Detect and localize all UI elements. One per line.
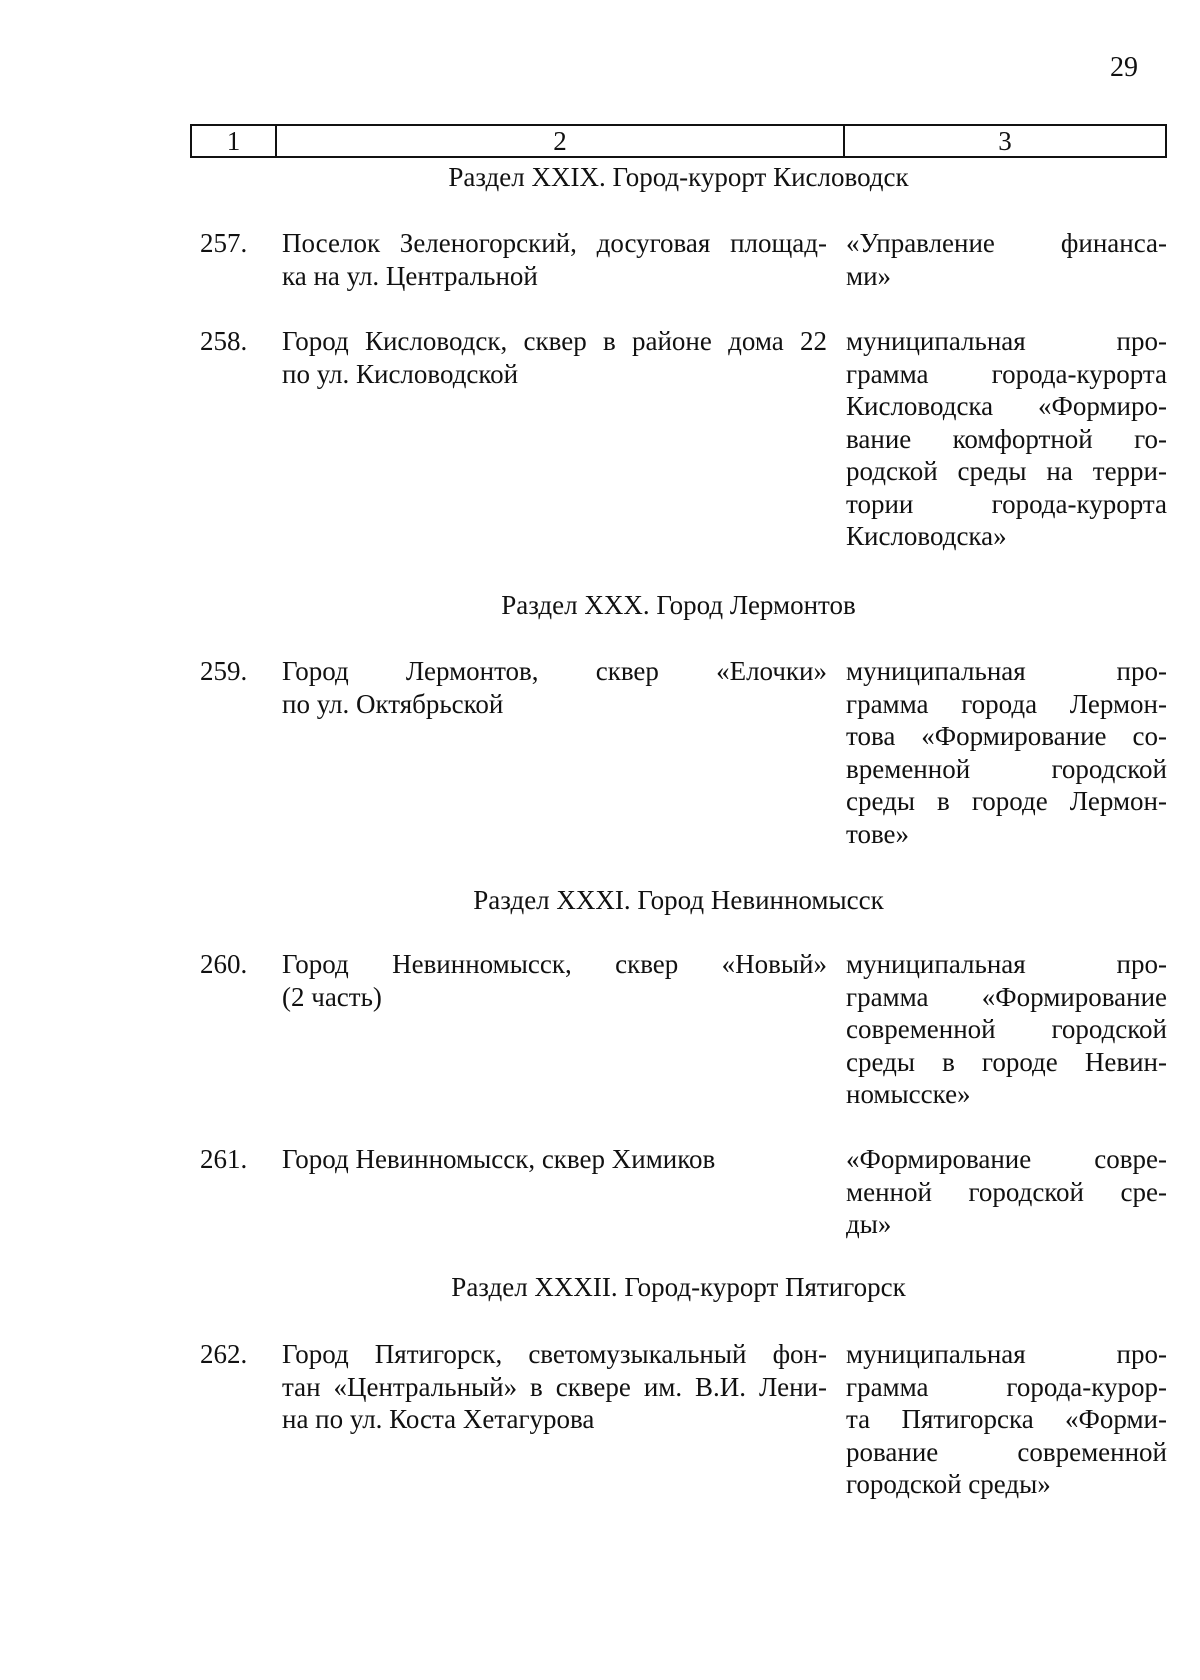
program-name-line: грамма города-курорта bbox=[846, 358, 1167, 389]
program-name-line: грамма города Лермон- bbox=[846, 688, 1167, 719]
object-name-line: Город Пятигорск, светомузыкальный фон- bbox=[282, 1339, 827, 1369]
program-name-line: менной городской сре- bbox=[846, 1176, 1167, 1207]
object-name-line: ка на ул. Центральной bbox=[282, 260, 538, 291]
row-number: 258. bbox=[200, 326, 248, 356]
object-name-line: по ул. Октябрьской bbox=[282, 688, 504, 719]
object-name-line: Город Кисловодск, сквер в районе дома 22 bbox=[282, 326, 827, 356]
object-name-line: Город Невинномысск, сквер Химиков bbox=[282, 1144, 716, 1174]
program-name-line: муниципальная про- bbox=[846, 326, 1167, 356]
header-cell-2: 2 bbox=[275, 126, 843, 156]
program-name-line: муниципальная про- bbox=[846, 656, 1167, 686]
header-cell-1: 1 bbox=[226, 126, 241, 156]
program-name-line: Кисловодска» bbox=[846, 521, 1007, 551]
header-cell-3: 3 bbox=[843, 126, 1165, 156]
section-title-xxx: Раздел XXX. Город Лермонтов bbox=[501, 590, 856, 620]
program-name-line: това «Формирование со- bbox=[846, 721, 1167, 751]
section-title-xxxi: Раздел XXXI. Город Невинномысск bbox=[473, 885, 884, 915]
program-name-line: та Пятигорска «Форми- bbox=[846, 1404, 1167, 1434]
program-name bbox=[846, 1338, 1167, 1501]
object-name-line: на по ул. Коста Хетагурова bbox=[282, 1404, 595, 1434]
program-name-line: рование современной bbox=[846, 1436, 1167, 1467]
program-name-line: грамма города-курор- bbox=[846, 1371, 1167, 1402]
program-name-line: вание комфортной го- bbox=[846, 423, 1167, 454]
object-name-line: Город Лермонтов, сквер «Елочки» bbox=[282, 656, 827, 686]
program-name bbox=[846, 325, 1167, 553]
program-name-line: временной городской bbox=[846, 753, 1167, 784]
object-name bbox=[282, 948, 827, 1013]
program-name-line: грамма «Формирование bbox=[846, 981, 1167, 1012]
program-name-line: родской среды на терри- bbox=[846, 456, 1167, 486]
object-name bbox=[282, 1338, 827, 1436]
row-number: 261. bbox=[200, 1144, 248, 1174]
program-name-line: «Формирование совре- bbox=[846, 1144, 1167, 1174]
program-name-line: «Управление финанса- bbox=[846, 228, 1167, 258]
object-name-line: Поселок Зеленогорский, досуговая площад- bbox=[282, 228, 827, 258]
program-name-line: ми» bbox=[846, 260, 892, 291]
program-name bbox=[846, 227, 1167, 292]
program-name-line: ды» bbox=[846, 1209, 892, 1239]
row-number: 260. bbox=[200, 949, 248, 979]
object-name bbox=[282, 325, 827, 390]
program-name-line: Кисловодска «Формиро- bbox=[846, 391, 1167, 421]
row-number: 262. bbox=[200, 1339, 248, 1369]
program-name-line: муниципальная про- bbox=[846, 949, 1167, 979]
section-title-xxxii: Раздел XXXII. Город-курорт Пятигорск bbox=[451, 1272, 906, 1302]
program-name-line: среды в городе Невин- bbox=[846, 1046, 1167, 1077]
program-name bbox=[846, 948, 1167, 1111]
object-name bbox=[282, 227, 827, 292]
program-name-line: среды в городе Лермон- bbox=[846, 786, 1167, 816]
program-name-line: номысске» bbox=[846, 1079, 971, 1109]
object-name bbox=[282, 1143, 827, 1176]
section-title-xxix: Раздел XXIX. Город-курорт Кисловодск bbox=[448, 162, 909, 192]
object-name-line: по ул. Кисловодской bbox=[282, 358, 519, 389]
program-name bbox=[846, 655, 1167, 850]
program-name-line: муниципальная про- bbox=[846, 1339, 1167, 1369]
object-name-line: Город Невинномысск, сквер «Новый» bbox=[282, 949, 827, 979]
row-number: 259. bbox=[200, 656, 248, 686]
program-name-line: современной городской bbox=[846, 1014, 1167, 1044]
table-header-row bbox=[190, 124, 1167, 158]
object-name-line: тан «Центральный» в сквере им. В.И. Лени- bbox=[282, 1371, 827, 1402]
program-name-line: городской среды» bbox=[846, 1469, 1051, 1499]
program-name-line: тории города-курорта bbox=[846, 488, 1167, 519]
page-number: 29 bbox=[1110, 52, 1138, 83]
row-number: 257. bbox=[200, 228, 248, 258]
object-name-line: (2 часть) bbox=[282, 981, 382, 1012]
program-name bbox=[846, 1143, 1167, 1241]
object-name bbox=[282, 655, 827, 720]
program-name-line: тове» bbox=[846, 818, 910, 849]
